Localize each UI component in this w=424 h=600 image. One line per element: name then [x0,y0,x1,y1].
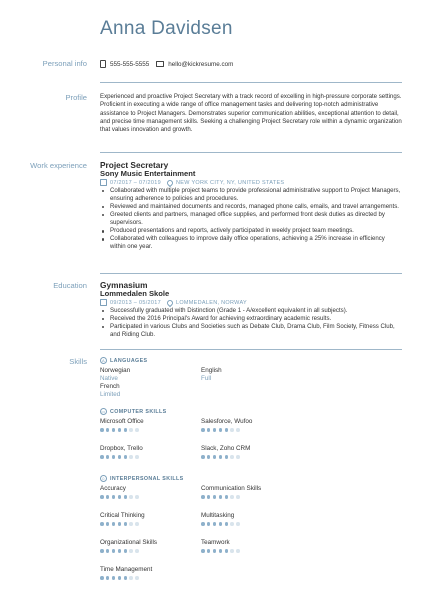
language-item [100,383,201,399]
divider [100,82,402,83]
rating-dot-filled [100,428,104,432]
rating-dot-empty [129,549,133,553]
rating-dot-filled [100,576,104,580]
computer-skills-heading-text: COMPUTER SKILLS [110,408,167,415]
rating-dot-empty [135,428,139,432]
skill-name: Accuracy [100,485,126,492]
rating-dot-filled [124,455,128,459]
list-item: Produced presentations and reports, actively participated in weekly project team meetings. [100,227,402,235]
computer-icon: ▭ [101,409,106,414]
rating-dot-filled [213,428,217,432]
rating-dot-filled [100,455,104,459]
rating-dot-empty [230,495,234,499]
rating-dot-filled [100,495,104,499]
computer-skills-grid [100,418,402,472]
education-location: LOMMEDALEN, NORWAY [175,299,247,306]
rating-dot-filled [112,522,116,526]
rating-dot-filled [213,549,217,553]
languages-heading [100,357,402,364]
skill-item [100,566,201,586]
rating-dot-filled [225,549,229,553]
skill-rating [201,549,302,553]
degree-title: Gymnasium [100,280,148,290]
rating-dot-filled [201,549,205,553]
language-level: Full [201,375,212,382]
rating-dot-filled [100,549,104,553]
rating-dot-empty [236,522,240,526]
job-employer: Sony Music Entertainment [100,169,196,178]
rating-dot-filled [124,522,128,526]
rating-dot-filled [225,428,229,432]
rating-dot-filled [207,495,211,499]
skill-item [100,445,201,472]
languages-grid [100,367,402,399]
rating-dot-empty [129,576,133,580]
rating-dot-filled [112,576,116,580]
skill-item [100,512,201,539]
job-meta [100,179,402,187]
rating-dot-empty [129,428,133,432]
rating-dot-filled [219,522,223,526]
location-pin-icon [166,178,174,186]
rating-dot-filled [225,522,229,526]
rating-dot-empty [135,549,139,553]
skill-rating [201,455,302,459]
skill-name: Communication Skills [201,485,262,492]
calendar-icon [100,299,107,306]
skill-item [100,539,201,566]
school-name: Lommedalen Skole [100,289,170,298]
rating-dot-empty [129,455,133,459]
skill-rating [201,522,302,526]
rating-dot-empty [236,428,240,432]
rating-dot-empty [230,549,234,553]
rating-dot-filled [201,455,205,459]
rating-dot-filled [201,495,205,499]
language-level: Native [100,375,118,382]
job-bullets [100,187,402,252]
skill-rating [100,549,201,553]
rating-dot-filled [124,428,128,432]
divider [100,273,402,274]
rating-dot-filled [207,428,211,432]
rating-dot-filled [106,495,110,499]
profile-label: Profile [65,93,87,102]
rating-dot-filled [106,522,110,526]
rating-dot-filled [201,522,205,526]
skill-item [201,418,302,445]
skills-section [100,357,402,586]
rating-dot-filled [100,522,104,526]
skill-name: Microsoft Office [100,418,144,425]
rating-dot-filled [124,576,128,580]
rating-dot-empty [230,428,234,432]
rating-dot-empty [135,455,139,459]
candidate-name: Anna Davidsen [100,18,233,39]
rating-dot-filled [225,495,229,499]
rating-dot-filled [118,576,122,580]
rating-dot-filled [219,428,223,432]
education-meta [100,299,402,307]
rating-dot-filled [118,549,122,553]
skill-rating [100,576,201,580]
rating-dot-filled [112,495,116,499]
rating-dot-filled [118,455,122,459]
people-icon: ☺ [101,476,106,481]
skill-rating [100,495,201,499]
list-item: Reviewed and maintained documents and records, managed phone calls, emails, and travel arrangements. [100,203,402,211]
rating-dot-filled [213,495,217,499]
rating-dot-filled [112,549,116,553]
interpersonal-skills-grid [100,485,402,586]
interpersonal-skills-heading-text: INTERPERSONAL SKILLS [110,475,184,482]
skill-name: Critical Thinking [100,512,145,519]
rating-dot-filled [106,428,110,432]
rating-dot-empty [230,522,234,526]
list-item: Collaborated with colleagues to improve daily office operations, achieving a 25% increase in efficiency within one year. [100,235,402,251]
rating-dot-filled [112,428,116,432]
phone-text: 555-555-5555 [110,60,150,68]
skill-item [100,485,201,512]
rating-dot-filled [219,495,223,499]
computer-skills-heading [100,408,402,415]
interpersonal-skills-heading [100,475,402,482]
profile-text: Experienced and proactive Project Secretary with a track record of excelling in high-pressure corporate settings. Proficient in executing a wide range of office management tasks and delivering top-notch administrative assistance to Project Managers. Demonstrates superior communication abilities, exceptional attention to detail, and precise time management skills. Seeking a challenging Project Secretary role within a dynamic organization that values innovation and growth. [100,93,402,134]
work-entry [100,161,402,251]
job-location: NEW YORK CITY, NY, UNITED STATES [175,179,285,186]
skill-item [201,485,302,512]
rating-dot-filled [106,576,110,580]
rating-dot-empty [236,549,240,553]
skill-name: Time Management [100,566,153,573]
rating-dot-filled [219,549,223,553]
rating-dot-filled [124,495,128,499]
skill-rating [100,522,201,526]
skill-name: Teamwork [201,539,230,546]
rating-dot-empty [129,522,133,526]
education-entry [100,281,402,339]
skill-rating [201,495,302,499]
skill-name: Multitasking [201,512,235,519]
phone-icon [100,60,106,68]
rating-dot-empty [236,495,240,499]
language-item [100,367,201,383]
rating-dot-filled [106,549,110,553]
job-title: Project Secretary [100,160,169,170]
rating-dot-filled [213,522,217,526]
list-item: Received the 2016 Principal's Award for achieving extraordinary academic results. [100,315,402,323]
language-name: Norwegian [100,367,131,374]
rating-dot-filled [106,455,110,459]
email-icon [156,61,164,68]
skill-rating [100,455,201,459]
skill-name: Organizational Skills [100,539,158,546]
list-item: Participated in various Clubs and Societies such as Debate Club, Drama Club, Film Society, Fitness Club, and Riding Club. [100,323,402,339]
rating-dot-filled [118,522,122,526]
skill-item [201,512,302,539]
education-dates: 09/2013 – 05/2017 [110,299,161,306]
rating-dot-filled [201,428,205,432]
rating-dot-empty [135,576,139,580]
personal-info-label: Personal info [42,59,87,68]
rating-dot-filled [207,455,211,459]
skill-name: Dropbox, Trello [100,445,143,452]
rating-dot-empty [236,455,240,459]
language-name: French [100,383,120,390]
skill-item [201,445,302,468]
rating-dot-filled [207,522,211,526]
skills-label: Skills [69,357,87,366]
skill-rating [201,428,302,432]
rating-dot-filled [213,455,217,459]
skill-name: Slack, Zoho CRM [201,445,251,452]
rating-dot-empty [230,455,234,459]
rating-dot-filled [124,549,128,553]
language-name: English [201,367,222,374]
list-item: Successfully graduated with Distinction (Grade 1 - A/excellent equivalent in all subjects). [100,307,402,315]
rating-dot-filled [112,455,116,459]
language-level: Limited [100,391,121,398]
skill-item [100,418,201,445]
languages-heading-text: LANGUAGES [110,357,148,364]
rating-dot-filled [207,549,211,553]
list-item: Greeted clients and partners, managed office supplies, and performed front desk duties as directed by supervisors. [100,211,402,227]
contact-row [100,60,233,68]
language-icon: A [101,358,106,363]
job-dates: 07/2017 – 07/2019 [110,179,161,186]
rating-dot-empty [135,522,139,526]
skill-rating [100,428,201,432]
rating-dot-empty [135,495,139,499]
divider [100,349,402,350]
language-item [201,367,302,383]
rating-dot-empty [129,495,133,499]
education-label: Education [53,281,87,290]
skill-name: Salesforce, Wufoo [201,418,253,425]
work-experience-label: Work experience [30,161,87,170]
skill-item [201,539,302,566]
rating-dot-filled [219,455,223,459]
education-bullets [100,307,402,339]
list-item: Collaborated with multiple project teams to provide professional administrative support to Project Managers, ensuring adherence to policies and procedures. [100,187,402,203]
rating-dot-filled [118,495,122,499]
email-text: hello@kickresume.com [168,60,234,68]
calendar-icon [100,179,107,186]
rating-dot-filled [118,428,122,432]
rating-dot-filled [225,455,229,459]
location-pin-icon [166,298,174,306]
divider [100,152,402,153]
